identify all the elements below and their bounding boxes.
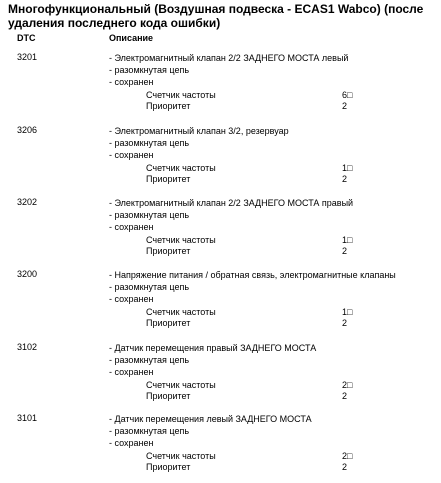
description-line: - сохранен xyxy=(109,222,154,232)
description-line: - разомкнутая цепь xyxy=(109,65,190,75)
dtc-code: 3206 xyxy=(17,125,38,135)
frequency-counter-value: 2□ xyxy=(342,451,353,461)
description-line: - Датчик перемещения правый ЗАДНЕГО МОСТА xyxy=(109,343,317,353)
description-line: - сохранен xyxy=(109,77,154,87)
description-line: - разомкнутая цепь xyxy=(109,282,190,292)
dtc-code: 3201 xyxy=(17,52,38,62)
dtc-entry-3201 xyxy=(0,52,441,122)
description-line: - разомкнутая цепь xyxy=(109,138,190,148)
priority-value: 2 xyxy=(342,174,348,184)
description-column-header: Описание xyxy=(109,33,154,43)
dtc-code: 3202 xyxy=(17,197,38,207)
description-line: - сохранен xyxy=(109,150,154,160)
priority-label: Приоритет xyxy=(146,462,191,472)
description-line: - Напряжение питания / обратная связь, электромагнитные клапаны xyxy=(109,270,396,280)
priority-value: 2 xyxy=(342,246,348,256)
dtc-description xyxy=(109,269,396,305)
frequency-counter-label: Счетчик частоты xyxy=(146,90,216,100)
priority-label: Приоритет xyxy=(146,246,191,256)
description-line: - сохранен xyxy=(109,438,154,448)
description-line: - разомкнутая цепь xyxy=(109,210,190,220)
dtc-entry-3202 xyxy=(0,197,441,267)
frequency-counter-value: 1□ xyxy=(342,307,353,317)
description-line: - сохранен xyxy=(109,294,154,304)
description-line: - сохранен xyxy=(109,367,154,377)
dtc-column-header: DTC xyxy=(17,33,36,43)
priority-label: Приоритет xyxy=(146,391,191,401)
frequency-counter-label: Счетчик частоты xyxy=(146,307,216,317)
dtc-description xyxy=(109,342,316,378)
dtc-description xyxy=(109,197,353,233)
dtc-description xyxy=(109,52,348,88)
frequency-counter-value: 6□ xyxy=(342,90,353,100)
dtc-entry-3102 xyxy=(0,342,441,412)
dtc-description xyxy=(109,125,289,161)
description-line: - разомкнутая цепь xyxy=(109,355,190,365)
priority-label: Приоритет xyxy=(146,101,191,111)
dtc-entry-3101 xyxy=(0,413,441,483)
priority-value: 2 xyxy=(342,462,348,472)
frequency-counter-label: Счетчик частоты xyxy=(146,235,216,245)
frequency-counter-label: Счетчик частоты xyxy=(146,380,216,390)
priority-value: 2 xyxy=(342,391,348,401)
frequency-counter-label: Счетчик частоты xyxy=(146,451,216,461)
dtc-entry-3206 xyxy=(0,125,441,195)
frequency-counter-value: 1□ xyxy=(342,163,353,173)
priority-value: 2 xyxy=(342,101,348,111)
description-line: - разомкнутая цепь xyxy=(109,426,190,436)
description-line: - Электромагнитный клапан 2/2 ЗАДНЕГО МОСТА левый xyxy=(109,53,349,63)
dtc-description xyxy=(109,413,312,449)
priority-label: Приоритет xyxy=(146,318,191,328)
dtc-code: 3200 xyxy=(17,269,38,279)
frequency-counter-value: 2□ xyxy=(342,380,353,390)
frequency-counter-label: Счетчик частоты xyxy=(146,163,216,173)
priority-label: Приоритет xyxy=(146,174,191,184)
description-line: - Электромагнитный клапан 3/2, резервуар xyxy=(109,126,289,136)
description-line: - Электромагнитный клапан 2/2 ЗАДНЕГО МОСТА правый xyxy=(109,198,354,208)
priority-value: 2 xyxy=(342,318,348,328)
dtc-entry-3200 xyxy=(0,269,441,339)
frequency-counter-value: 1□ xyxy=(342,235,353,245)
dtc-code: 3101 xyxy=(17,413,38,423)
dtc-code: 3102 xyxy=(17,342,38,352)
page-title: Многофункциональный (Воздушная подвеска - ECAS1 Wabco) (после удаления последнего кода ошибки) xyxy=(8,2,424,30)
description-line: - Датчик перемещения левый ЗАДНЕГО МОСТА xyxy=(109,414,312,424)
